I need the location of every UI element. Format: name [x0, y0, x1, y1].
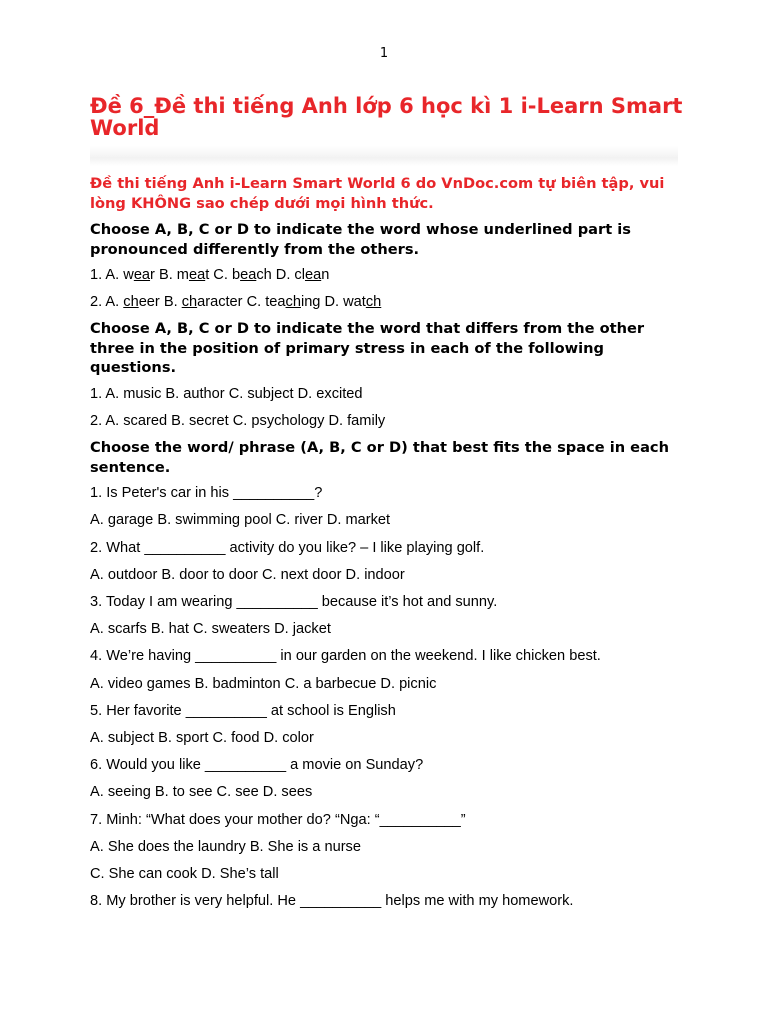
section-3-line: 4. We’re having __________ in our garden on the weekend. I like chicken best.	[90, 648, 601, 665]
copyright-notice: Đề thi tiếng Anh i-Learn Smart World 6 do VnDoc.com tự biên tập, vui lòng KHÔNG sao chép dưới mọi hình thức.	[90, 175, 665, 212]
title-underline-shade	[90, 146, 678, 166]
document-body	[90, 174, 690, 918]
section-3-line: A. She does the laundry B. She is a nurse	[90, 838, 361, 855]
section-3-line: A. video games B. badminton C. a barbecue D. picnic	[90, 675, 437, 692]
section-3-line: A. garage B. swimming pool C. river D. market	[90, 512, 391, 529]
section-3-line: 8. My brother is very helpful. He __________ helps me with my homework.	[90, 893, 574, 910]
section-3-line: 7. Minh: “What does your mother do? “Nga: “__________”	[90, 811, 466, 828]
section-2-question-1: 1. A. music B. author C. subject D. excited	[90, 385, 363, 402]
section-3-line: A. outdoor B. door to door C. next door D. indoor	[90, 566, 405, 583]
section-3-line: C. She can cook D. She’s tall	[90, 865, 279, 882]
section-3-line: 6. Would you like __________ a movie on Sunday?	[90, 757, 424, 774]
section-3-instruction: Choose the word/ phrase (A, B, C or D) that best fits the space in each sentence.	[90, 439, 669, 476]
section-3-line: A. subject B. sport C. food D. color	[90, 729, 314, 746]
section-2-question-2: 2. A. scared B. secret C. psychology D. family	[90, 413, 386, 430]
section-2-instruction: Choose A, B, C or D to indicate the word that differs from the other three in the position of primary stress in each of the following questions.	[90, 320, 645, 377]
section-3-line: A. scarfs B. hat C. sweaters D. jacket	[90, 621, 331, 638]
section-1-instruction: Choose A, B, C or D to indicate the word whose underlined part is pronounced differently from the others.	[90, 221, 631, 258]
section-3-line: 2. What __________ activity do you like? – I like playing golf.	[90, 539, 485, 556]
page-title: Đề 6_Đề thi tiếng Anh lớp 6 học kì 1 i-Learn Smart World	[90, 94, 683, 140]
section-3-line: 1. Is Peter's car in his __________?	[90, 485, 323, 502]
section-3-line: 5. Her favorite __________ at school is English	[90, 702, 396, 719]
section-3-line: A. seeing B. to see C. see D. sees	[90, 784, 313, 801]
page-number: 1	[379, 46, 389, 61]
section-1-question-2: 2. A. cheer B. character C. teaching D. watch	[90, 294, 382, 311]
section-3-line: 3. Today I am wearing __________ because it’s hot and sunny.	[90, 594, 498, 610]
section-1-question-1: 1. A. wear B. meat C. beach D. clean	[90, 267, 330, 283]
